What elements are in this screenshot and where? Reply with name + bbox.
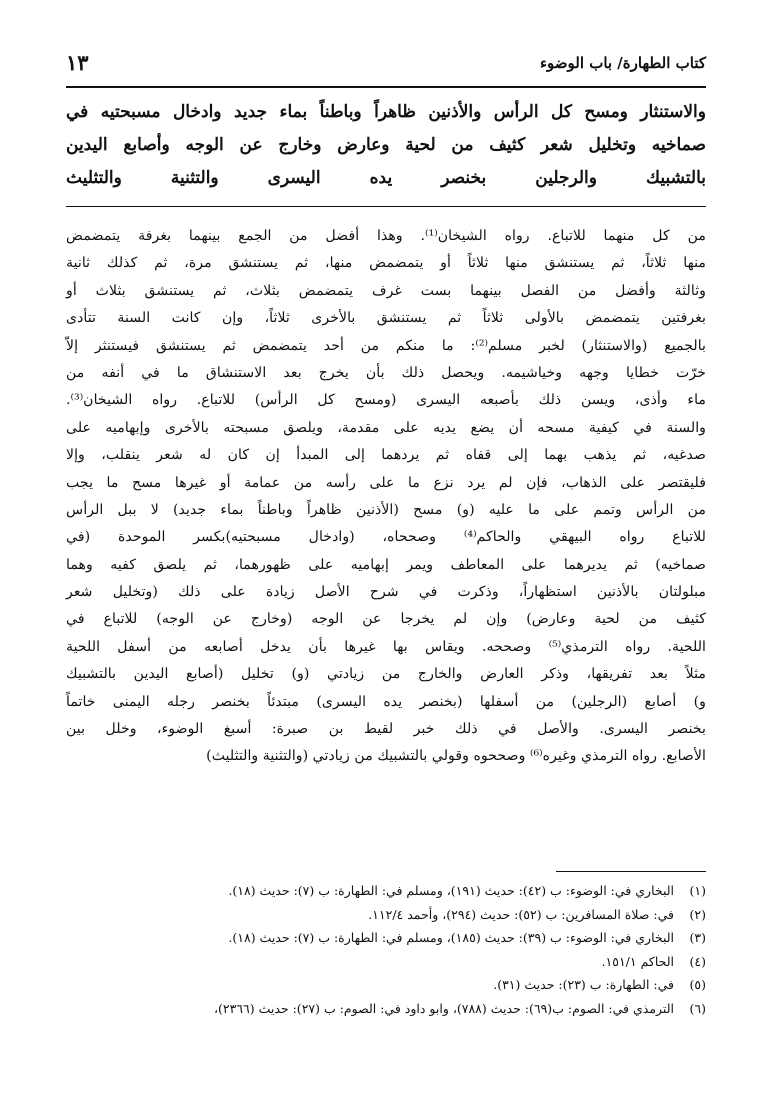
footnote-number: (٥) (689, 977, 706, 993)
footnote (66, 973, 706, 997)
footnote-number: (٦) (689, 1000, 706, 1016)
commentary-line: والسنة في كيفية مسحه أن يضع يديه على مقدمة، ويلصق مسبحته بالأخرى وإبهاميه على (66, 419, 706, 436)
matn-line: والاستنثار ومسح كل الرأس والأذنين ظاهراً وباطناً بماء جديد وادخال مسبحتيه في (66, 102, 706, 122)
footnote-text: في: صلاة المسافرين: ب (٥٢): حديث (٢٩٤)، وأحمد ١١٢/٤. (368, 906, 674, 922)
commentary-line: فليقتصر على الذهاب، فإن لم يرد نزع ما على رأسه من عمامة أو غيرها مسح ما يجب (66, 474, 706, 491)
page-header (66, 50, 706, 80)
footnotes (66, 879, 706, 1021)
header-rule (66, 86, 706, 88)
commentary-line: مثلاً بعد تفريقها، وذكر العارض والخارج من زيادتي (و) تخليل (أصابع اليدين بالتشبيك (66, 666, 706, 683)
footnote-number: (٢) (689, 906, 706, 922)
footnote (66, 926, 706, 950)
commentary-line: ماء وأذى، ويسن ذلك بأصبعه اليسرى (ومسح كل الرأس) للاتباع. رواه الشيخان⁽³⁾. (66, 392, 706, 409)
footnote (66, 997, 706, 1021)
footnote-text: في: الطهارة: ب (٢٣): حديث (٣١). (493, 977, 674, 993)
commentary-line: صدغيه، ثم يذهب بهما إلى قفاه ثم يردهما إلى المبدأ إن كان له شعر ينقلب، وإلا (66, 447, 706, 464)
running-title: كتاب الطهارة/ باب الوضوء (539, 54, 706, 72)
footnote-text: البخاري في: الوضوء: ب (٤٢): حديث (١٩١)، ومسلم في: الطهارة: ب (٧): حديث (١٨). (228, 883, 674, 898)
footnote-text: الحاكم ١٥١/١. (601, 953, 674, 969)
matn-line: بالتشبيك والرجلين بخنصر يده اليسرى والتثنية والتثليث (66, 168, 706, 188)
matn-text (66, 96, 706, 195)
commentary-line: مبلولتان بالأذنين استظهاراً، وذكرت في شرح الأصل زيادة على ذلك (وتخليل شعر (66, 584, 706, 601)
commentary-line: من الرأس وتمم على ما عليه (و) مسح (الأذنين ظاهراً وباطناً بماء جديد) لا ببل الرأس (66, 501, 706, 518)
commentary-line: من كل منهما للاتباع. رواه الشيخان⁽¹⁾. وهذا أفضل من الجمع بينهما بغرفة يتمضمض (66, 228, 706, 244)
commentary-line: اللحية. رواه الترمذي⁽⁵⁾ وصححه. ويقاس بها غيرها بأن يدخل أصابعه من أسفل اللحية (66, 638, 706, 655)
footnote-text: البخاري في: الوضوء: ب (٣٩): حديث (١٨٥)، ومسلم في: الطهارة: ب (٧): حديث (١٨). (228, 930, 674, 946)
commentary-line: منها ثلاثاً، ثم يستنشق منها ثلاثاً أو يتمضمض منها، ثم يستنشق مرة، ثم كذلك ثانية (66, 255, 706, 272)
footnote (66, 903, 706, 927)
page-number: ١٣ (66, 50, 89, 75)
footnote-number: (٣) (689, 930, 706, 946)
commentary-line: بغرفتين يتمضمض بالأولى ثلاثاً ثم يستنشق بالأخرى ثلاثاً، وإن كانت السنة تتأدى (66, 310, 706, 327)
commentary-line: كثيف من لحية وعارض) وإن لم يخرجا عن الوجه (وخارج عن الوجه) للاتباع في (66, 611, 706, 628)
footnote (66, 950, 706, 974)
commentary-line: للاتباع رواه البيهقي والحاكم⁽⁴⁾ وصححاه، (وادخال مسبحتيه)بكسر الموحدة (في (66, 529, 707, 546)
commentary-text (66, 223, 706, 771)
matn-line: صماخيه وتخليل شعر كثيف من لحية وعارض وخارج عن الوجه وأصابع اليدين (66, 135, 706, 155)
matn-separator-rule (66, 206, 706, 207)
commentary-line: وثالثة وأفضل من الفصل بينهما بست غرف يتمضمض بثلاث، ثم يستنشق بثلاث أو (66, 282, 706, 299)
footnote-number: (٤) (689, 953, 706, 969)
footnote-number: (١) (689, 883, 706, 898)
commentary-line: بالجميع (والاستنثار) لخبر مسلم⁽²⁾: ما منكم من أحد يتمضمض ثم يستنشق فيستنثر إلاّ (66, 337, 706, 354)
footnote-text: الترمذي في: الصوم: ب(٦٩): حديث (٧٨٨)، وابو داود في: الصوم: ب (٢٧): حديث (٢٣٦٦)، (213, 1000, 674, 1016)
commentary-line: خرّت خطايا وجهه وخياشيمه. ويحصل ذلك بأن يخرج بعد الاستنشاق ما في أنفه من (66, 364, 706, 381)
commentary-line: و) أصابع (الرجلين) من أسفلها (بخنصر يده اليسرى) مبتدئاً بخنصر رجله اليمنى خاتماً (66, 693, 706, 710)
commentary-line: الأصابع. رواه الترمذي وغيره⁽⁶⁾ وصححوه وقولي بالتشبيك من زيادتي (والتثنية والتثليث) (206, 748, 706, 765)
footnote (66, 879, 706, 903)
commentary-line: صماخيه) ثم يديرهما على المعاطف ويمر إبهاميه على ظهورهما، ثم يلصق كفيه وهما (66, 556, 706, 573)
commentary-line: بخنصر اليسرى. والأصل في ذلك خبر لقيط بن صبرة: أسبغ الوضوء، وخلل بين (66, 721, 706, 738)
footnote-separator (556, 871, 706, 872)
